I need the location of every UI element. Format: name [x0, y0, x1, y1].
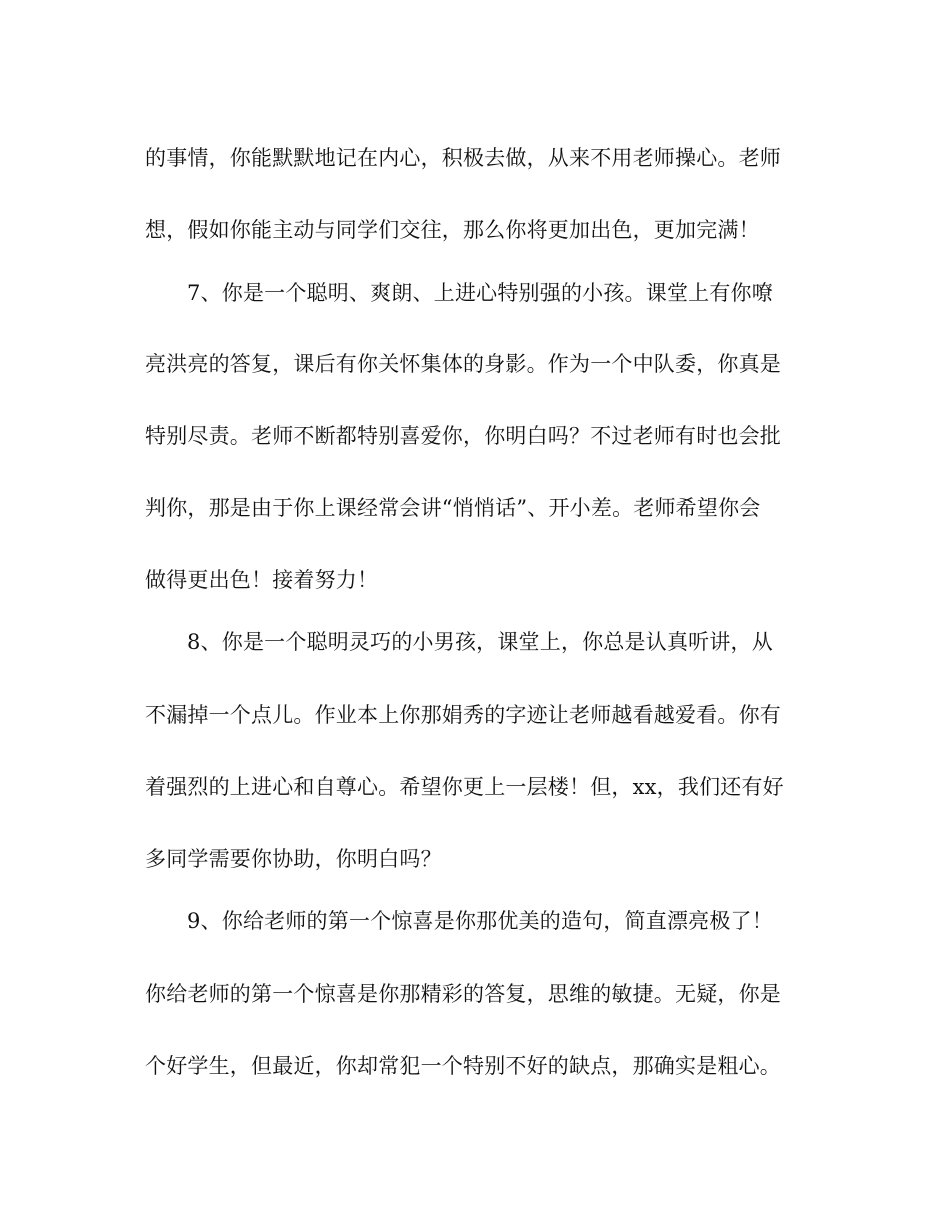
paragraph-7-start: 7、你是一个聪明、爽朗、上进心特别强的小孩。课堂上有你嘹	[187, 281, 773, 305]
paragraph-8-start: 8、你是一个聪明灵巧的小男孩，课堂上，你总是认真听讲，从	[187, 630, 773, 654]
text-line: 多同学需要你协助，你明白吗？	[145, 847, 442, 871]
text-line: 不漏掉一个点儿。作业本上你那娟秀的字迹让老师越看越爱看。你有	[145, 703, 781, 727]
text-line: 亮洪亮的答复，课后有你关怀集体的身影。作为一个中队委，你真是	[145, 352, 781, 376]
text-line: 做得更出色！接着努力！	[145, 568, 379, 592]
text-line: 想，假如你能主动与同学们交往，那么你将更加出色，更加完满！	[145, 218, 760, 242]
text-line: 的事情，你能默默地记在内心，积极去做，从来不用老师操心。老师	[145, 146, 781, 170]
paragraph-9-start: 9、你给老师的第一个惊喜是你那优美的造句，简直漂亮极了！	[187, 909, 773, 933]
text-line: 着强烈的上进心和自尊心。希望你更上一层楼！但，xx，我们还有好	[145, 775, 784, 799]
text-line: 个好学生，但最近，你却常犯一个特别不好的缺点，那确实是粗心。	[145, 1054, 781, 1078]
text-line: 你给老师的第一个惊喜是你那精彩的答复，思维的敏捷。无疑，你是	[145, 982, 781, 1006]
text-line: 判你，那是由于你上课经常会讲“悄悄话”、开小差。老师希望你会	[145, 496, 761, 520]
text-line: 特别尽责。老师不断都特别喜爱你，你明白吗？不过老师有时也会批	[145, 424, 781, 448]
